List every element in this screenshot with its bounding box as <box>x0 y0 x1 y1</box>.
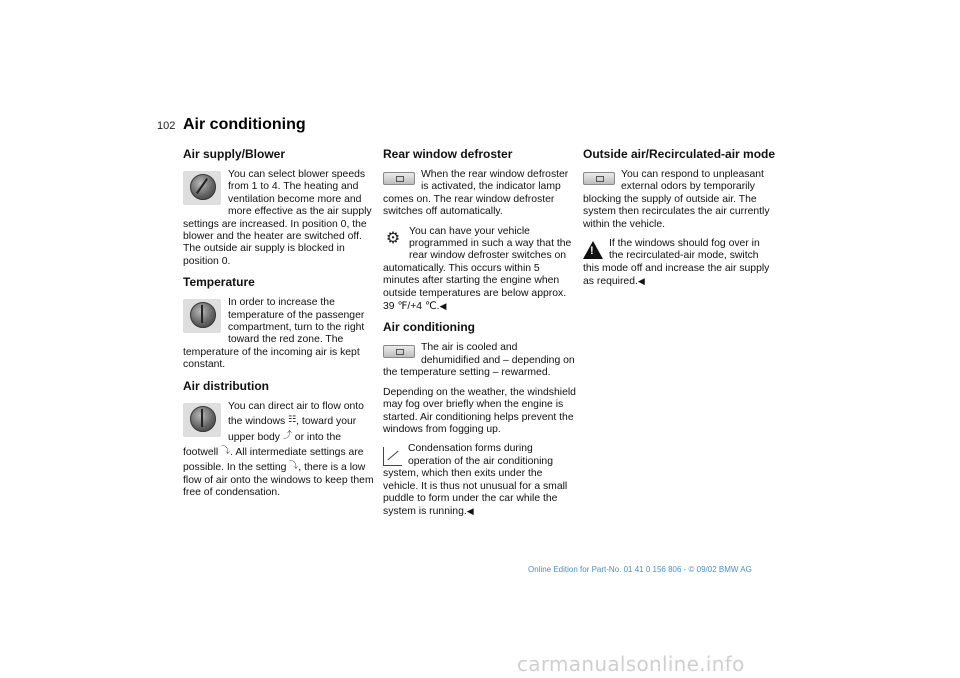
section-recirculated-air <box>583 147 777 296</box>
rear-defroster-button-icon <box>383 172 415 185</box>
text-temperature: In order to increase the temperature of the passenger compartment, turn to the right toward the red zone. The temperature of the incoming air is kept constant. <box>183 297 365 371</box>
windshield-airflow-icon: ☷ <box>288 414 297 425</box>
warning-recirculated-air <box>583 238 777 289</box>
blower-knob-icon <box>183 171 221 205</box>
warning-triangle-icon: ! <box>583 241 603 259</box>
section-temperature <box>183 275 377 378</box>
column-1 <box>183 147 377 507</box>
page-number: 102 <box>157 120 176 132</box>
section-air-supply <box>183 147 377 275</box>
text-part: . All intermediate settings are possible. In the setting <box>183 446 364 474</box>
text-part: , toward your upper body <box>228 416 357 443</box>
heading-recirculated-air: Outside air/Recirculated-air mode <box>583 147 776 161</box>
text-air-conditioning-2: Depending on the weather, the windshield may fog over briefly when the engine is started. Air conditioning helps prevent the windows from fogging up. <box>383 386 576 435</box>
end-mark-icon: ◀ <box>637 276 645 287</box>
section-air-distribution <box>183 379 377 507</box>
heading-temperature: Temperature <box>183 275 255 290</box>
footwell-airflow-icon: ⤵ <box>221 444 231 455</box>
heading-air-supply: Air supply/Blower <box>183 147 286 161</box>
watermark: carmanualsonline.info <box>517 652 745 676</box>
end-mark-icon: ◀ <box>466 506 474 517</box>
note-text: Condensation forms during operation of the air conditioning system, which then exits under the vehicle. It is thus not unusual for a small puddle to form under the car while the system is running. <box>383 443 568 518</box>
text-part: or into the footwell <box>183 431 342 458</box>
heading-air-conditioning: Air conditioning <box>383 320 475 335</box>
text-rear-defroster: When the rear window defroster is activated, the indicator lamp comes on. The rear window defroster switches off automatically. <box>383 169 569 218</box>
footer-edition-note: Online Edition for Part-No. 01 41 0 156 806 - © 09/02 BMW AG <box>528 565 752 574</box>
text-part: , there is a low flow of air onto the windows to keep them free of condensation. <box>183 462 374 499</box>
note-rear-defroster <box>383 226 577 314</box>
heading-air-distribution: Air distribution <box>183 378 269 393</box>
note-text: You can have your vehicle programmed in such a way that the rear window defroster switches on automatically. This occurs within 5 minutes after starting the engine when outside temperatures are below approx. 39 ℉/+4 ℃. <box>383 225 572 313</box>
tip-note-icon <box>383 447 402 466</box>
air-distribution-knob-icon <box>183 403 221 437</box>
text-part: You can direct air to flow onto the windows <box>228 400 364 428</box>
section-air-conditioning <box>383 320 577 525</box>
section-rear-defroster <box>383 147 577 320</box>
warning-text: If the windows should fog over in the recirculated-air mode, switch this mode off and increase the air supply as required. <box>583 238 770 288</box>
column-2 <box>383 147 577 526</box>
upper-body-airflow-icon: ⤴ <box>282 429 292 440</box>
note-air-conditioning <box>383 443 577 518</box>
ac-button-icon <box>383 345 415 358</box>
service-note-icon: ⚙ <box>385 229 401 247</box>
column-3 <box>583 147 777 296</box>
page-title: Air conditioning <box>183 116 306 133</box>
text-air-conditioning: The air is cooled and dehumidified and – depending on the temperature setting – rewarmed. <box>383 342 575 379</box>
end-mark-icon: ◀ <box>439 301 447 312</box>
text-recirculated-air: You can respond to unpleasant external odors by temporarily blocking the supply of outside air. The system then recirculates the air currently within the vehicle. <box>583 169 770 230</box>
text-air-supply: You can select blower speeds from 1 to 4. The heating and ventilation become more and more effective as the air supply settings are increased. In position 0, the blower and the heater are switched off. The outside air supply is blocked in position 0. <box>183 169 372 267</box>
combined-airflow-icon: ⤵ <box>289 460 299 471</box>
temperature-knob-icon <box>183 299 221 333</box>
recirculated-air-button-icon <box>583 172 615 185</box>
heading-rear-defroster: Rear window defroster <box>383 147 513 161</box>
